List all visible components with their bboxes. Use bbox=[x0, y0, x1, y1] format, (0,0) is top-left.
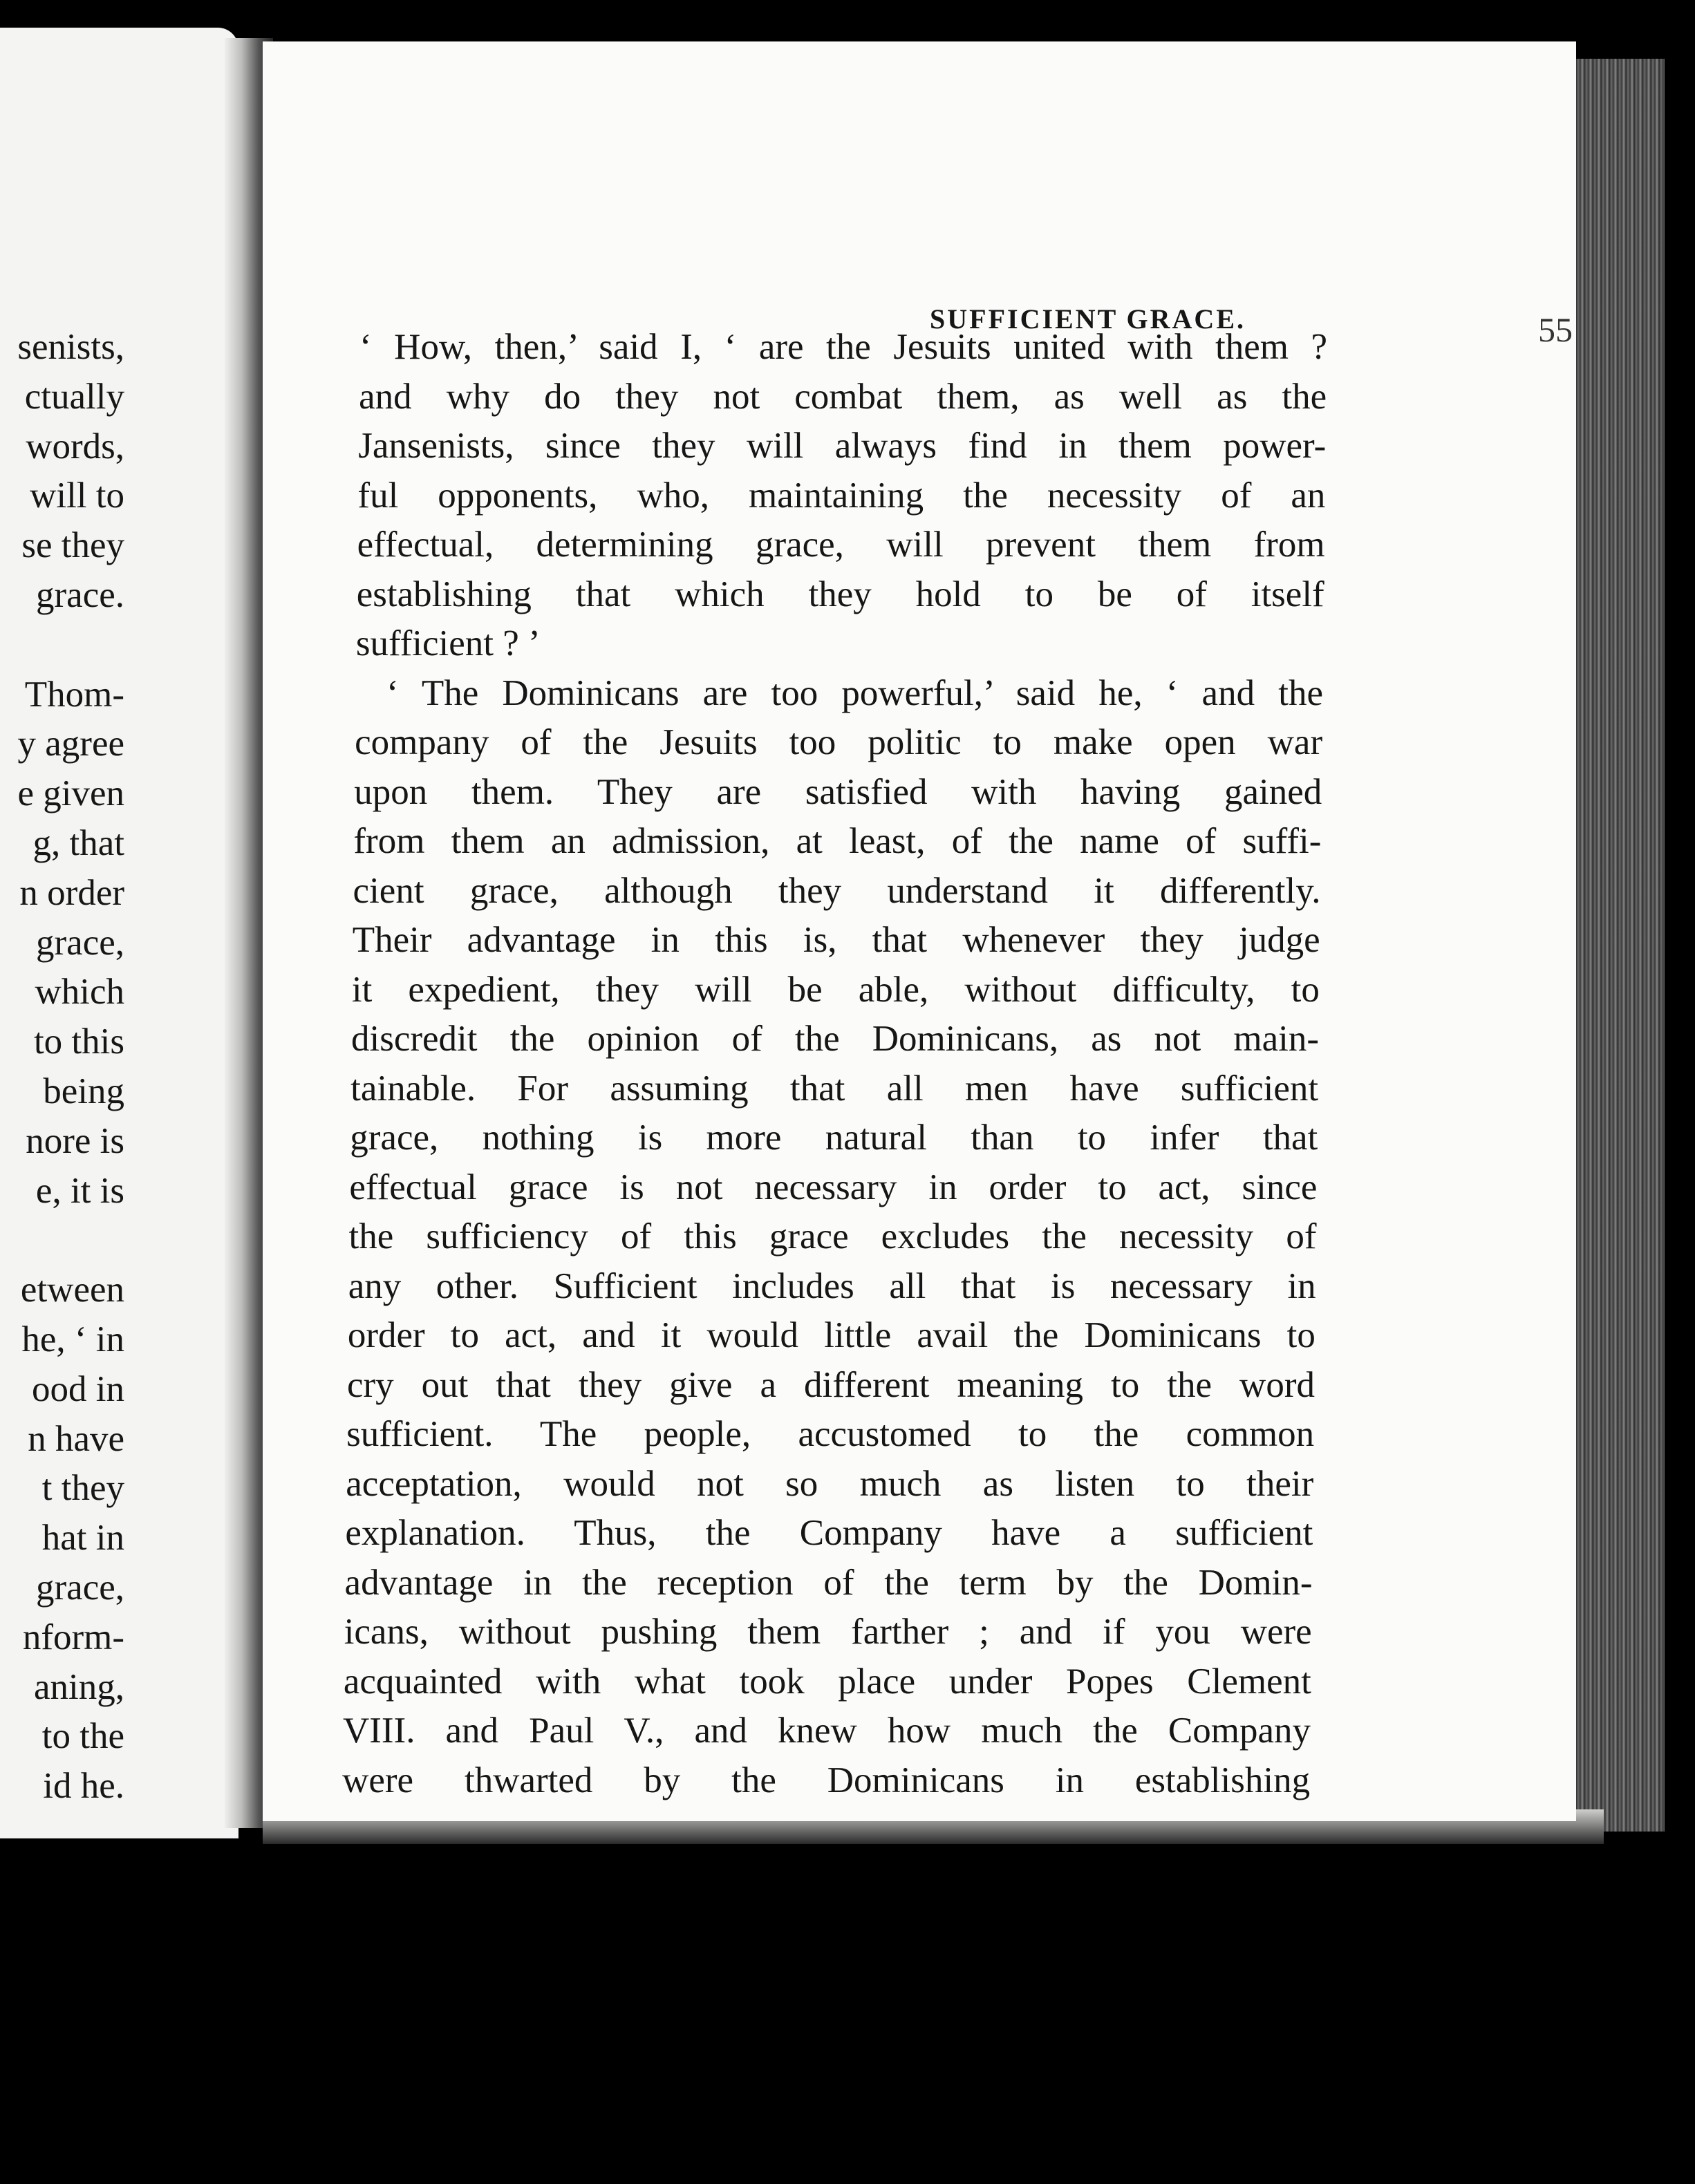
left-page-line: nore is bbox=[26, 1120, 124, 1161]
body-line: upon them. They are satisfied with having gained bbox=[354, 771, 1322, 812]
body-line: were thwarted by the Dominicans in establishing bbox=[342, 1760, 1311, 1800]
left-page-line: to the bbox=[41, 1716, 124, 1757]
left-page-line: will to bbox=[30, 476, 124, 516]
left-page-line: y agree bbox=[17, 724, 124, 764]
left-page-line: grace. bbox=[36, 575, 124, 615]
left-page-line: Thom- bbox=[24, 674, 124, 715]
left-page-line: hat in bbox=[41, 1518, 124, 1559]
left-page-line: se they bbox=[21, 525, 124, 566]
body-line: VIII. and Paul V., and knew how much the Company bbox=[342, 1711, 1311, 1751]
left-page-line: to this bbox=[33, 1022, 124, 1062]
body-line: advantage in the reception of the term by the Domin- bbox=[344, 1562, 1313, 1603]
body-line: it expedient, they will be able, without difficulty, to bbox=[351, 969, 1320, 1010]
body-line: order to act, and it would little avail the Dominicans to bbox=[347, 1315, 1315, 1355]
left-page-line: being bbox=[43, 1071, 124, 1111]
body-line: cient grace, although they understand it differently. bbox=[353, 870, 1321, 911]
left-page-line: grace, bbox=[36, 1568, 124, 1608]
right-page bbox=[263, 41, 1576, 1821]
body-line: tainable. For assuming that all men have sufficient bbox=[350, 1068, 1319, 1109]
left-page-line: ctually bbox=[24, 376, 124, 417]
body-line: from them an admission, at least, of the name of suffi- bbox=[353, 821, 1322, 861]
body-line: company of the Jesuits too politic to make open war bbox=[355, 722, 1323, 762]
left-page-line: ood in bbox=[32, 1368, 124, 1409]
body-line: effectual grace is not necessary in order to act, since bbox=[349, 1167, 1318, 1207]
page-number: 55 bbox=[1538, 310, 1573, 349]
left-page-line: e given bbox=[17, 773, 124, 814]
body-line: discredit the opinion of the Dominicans, as not main- bbox=[350, 1019, 1319, 1059]
left-page-line: id he. bbox=[43, 1766, 124, 1807]
left-page-line: t they bbox=[41, 1468, 124, 1509]
left-page-line: grace, bbox=[36, 922, 124, 963]
running-header: SUFFICIENT GRACE. bbox=[930, 303, 1246, 335]
body-line: explanation. Thus, the Company have a sufficient bbox=[345, 1513, 1313, 1553]
body-line: sufficient. The people, accustomed to the common bbox=[346, 1414, 1315, 1454]
left-page-line: aning, bbox=[34, 1666, 124, 1707]
body-line: acceptation, would not so much as listen to their bbox=[346, 1463, 1314, 1504]
body-line: ful opponents, who, maintaining the necessity of an bbox=[357, 475, 1326, 516]
body-line: icans, without pushing them farther ; and if you were bbox=[344, 1612, 1312, 1652]
page-edges bbox=[1568, 59, 1665, 1832]
left-page-line: etween bbox=[20, 1270, 124, 1310]
body-line: sufficient ? ’ bbox=[355, 623, 541, 663]
body-line: ‘ The Dominicans are too powerful,’ said he, ‘ and the bbox=[386, 672, 1323, 713]
left-facing-page bbox=[0, 28, 238, 1838]
left-page-line: he, ‘ in bbox=[21, 1319, 124, 1359]
body-line: ‘ How, then,’ said I, ‘ are the Jesuits united with them ? bbox=[359, 327, 1327, 367]
body-line: acquainted with what took place under Popes Clement bbox=[343, 1661, 1311, 1702]
body-line: grace, nothing is more natural than to infer that bbox=[350, 1118, 1318, 1158]
left-page-line: n have bbox=[28, 1418, 124, 1459]
body-line: any other. Sufficient includes all that is necessary in bbox=[348, 1265, 1316, 1306]
body-line: Their advantage in this is, that whenever they judge bbox=[352, 920, 1320, 960]
left-page-line: nform- bbox=[22, 1617, 124, 1657]
left-page-line: senists, bbox=[17, 327, 124, 367]
body-line: and why do they not combat them, as well as the bbox=[359, 376, 1327, 417]
body-line: cry out that they give a different meaning to the word bbox=[346, 1364, 1315, 1405]
body-line: effectual, determining grace, will prevent them from bbox=[357, 525, 1325, 565]
left-page-line: e, it is bbox=[35, 1170, 124, 1211]
left-page-line: g, that bbox=[32, 823, 124, 863]
left-page-line: n order bbox=[19, 872, 124, 913]
left-page-line: words, bbox=[26, 426, 124, 467]
body-line: establishing that which they hold to be of itself bbox=[356, 574, 1324, 614]
body-line: the sufficiency of this grace excludes the necessity of bbox=[348, 1216, 1317, 1256]
left-page-line: which bbox=[35, 972, 124, 1013]
body-line: Jansenists, since they will always find in them power- bbox=[358, 426, 1327, 466]
